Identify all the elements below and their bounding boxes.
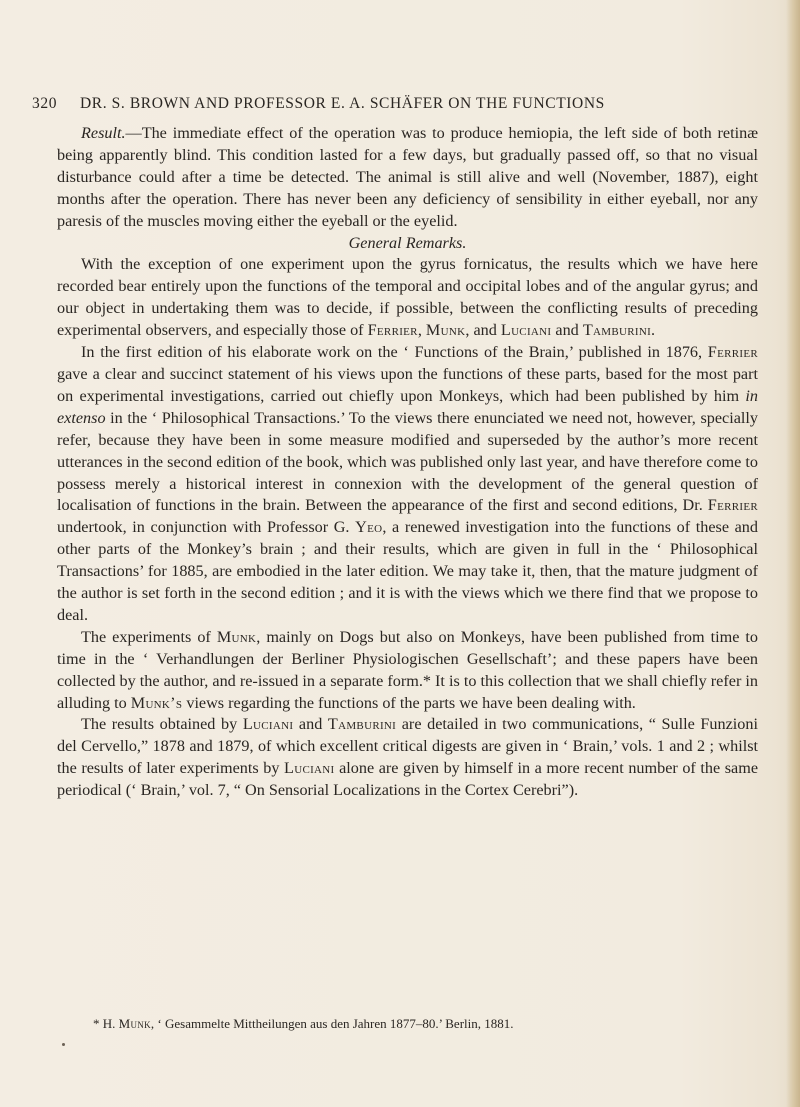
body-text [57,123,758,802]
text-span: and [551,321,583,340]
author-name: Ferrier [707,496,758,515]
author-name: Tamburini [327,715,397,734]
text-span: . [651,321,656,340]
paragraph-luciani [57,714,758,802]
author-name: Munk [425,321,466,340]
text-span: and [293,715,328,734]
text-span: gave a clear and succinct statement of his views upon the functions of these parts, based for the most part on experimental investigations, carried out chiefly upon Monkeys, which had been published by him [57,364,758,405]
text-span: , and [465,321,501,340]
text-span: * H. [93,1016,119,1031]
footnote [93,1015,753,1032]
section-heading: General Remarks. [348,233,467,252]
author-name: Luciani [242,715,294,734]
text-span: are detailed in two communications, “ Sulle Funzioni del Cervello,” 1878 and 1879, of which excellent critical digests are given in ‘ Brain,’ vols. 1 and 2 ; whilst the results of later experiments by [57,715,758,778]
author-name: Munk’s [130,693,183,712]
result-label: Result. [81,124,126,142]
author-name: Tamburini [582,321,652,340]
page-edge-shadow [786,0,800,1107]
text-span: In the first edition of his elaborate work on the ‘ Functions of the Brain,’ published in 1876, [81,343,708,362]
text-span: , [417,321,426,340]
author-name: Ferrier [367,321,418,340]
paragraph-munk [57,627,758,715]
page-number: 320 [32,95,58,112]
text-span: , a renewed investigation into the functions of these and other parts of the Monkey’s brain ; and their results, which are given in full in the ‘ Philosophical Transactions’ for 1885, are embodied in the later edition. We may take it, then, that the mature judgment of the author is set forth in the second edition ; and it is with the views which we there find that we propose to deal. [57,518,758,624]
author-name: Munk [216,627,257,646]
author-name: Ferrier [707,343,758,362]
text-span: undertook, in conjunction with Professor G. [57,518,356,537]
text-span: With the exception of one experiment upon the gyrus fornicatus, the results which we have here recorded bear entirely upon the functions of the temporal and occipital lobes and of the angular gyrus; and our object in undertaking them was to decide, if possible, between the conflicting results of preceding experimental observers, and especially those of [57,255,758,340]
text-span: The experiments of [81,627,217,646]
result-text: —The immediate effect of the operation was to produce hemiopia, the left side of both retinæ being apparently blind. This condition lasted for a few days, but gradually passed off, so that no visual disturbance could after a time be detected. The animal is still alive and well (November, 1887), eight months after the operation. There has never been any deficiency of sensibility in either eyeball, nor any paresis of the muscles moving either the eyeball or the eyelid. [57,124,758,230]
author-name: Luciani [500,321,552,340]
text-span: alone are given by himself in a more recent number of the same periodical (‘ Brain,’ vol. 7, “ On Sensorial Localizations in the Cortex Cerebri”). [57,759,759,800]
running-head-title: DR. S. BROWN AND PROFESSOR E. A. SCHÄFER ON THE FUNCTIONS [80,95,605,112]
text-span: The results obtained by [81,715,243,734]
text-span: in the ‘ Philosophical Transactions.’ To the views there enunciated we need not, however, specially refer, because they have been in some measure modified and superseded by the author’s more recent utterances in the second edition of the book, which was published only last year, and have therefore come to possess merely a historical interest in connexion with the development of the general question of localisation of functions in the brain. Between the appearance of the first and second editions, Dr. [57,408,758,515]
paragraph-exception [57,254,758,342]
italic-phrase: in extenso [57,386,758,427]
ink-speck [62,1043,65,1046]
running-head [32,94,762,114]
author-name: Yeo [355,518,383,537]
paragraph-result [57,123,758,233]
text-span: views regarding the functions of the parts we have been dealing with. [182,693,636,712]
author-name: Luciani [284,759,335,778]
author-name: Munk [118,1016,151,1031]
paragraph-first-edition [57,342,758,627]
text-span: , mainly on Dogs but also on Monkeys, have been published from time to time in the ‘ Verhandlungen der Berliner Physiologischen Gesellschaft’; and these papers have been collected by the author, and re-issued in a separate form.* It is to this collection that we shall chiefly refer in alluding to [57,627,759,712]
text-span: , ‘ Gesammelte Mittheilungen aus den Jahren 1877–80.’ Berlin, 1881. [150,1016,514,1031]
